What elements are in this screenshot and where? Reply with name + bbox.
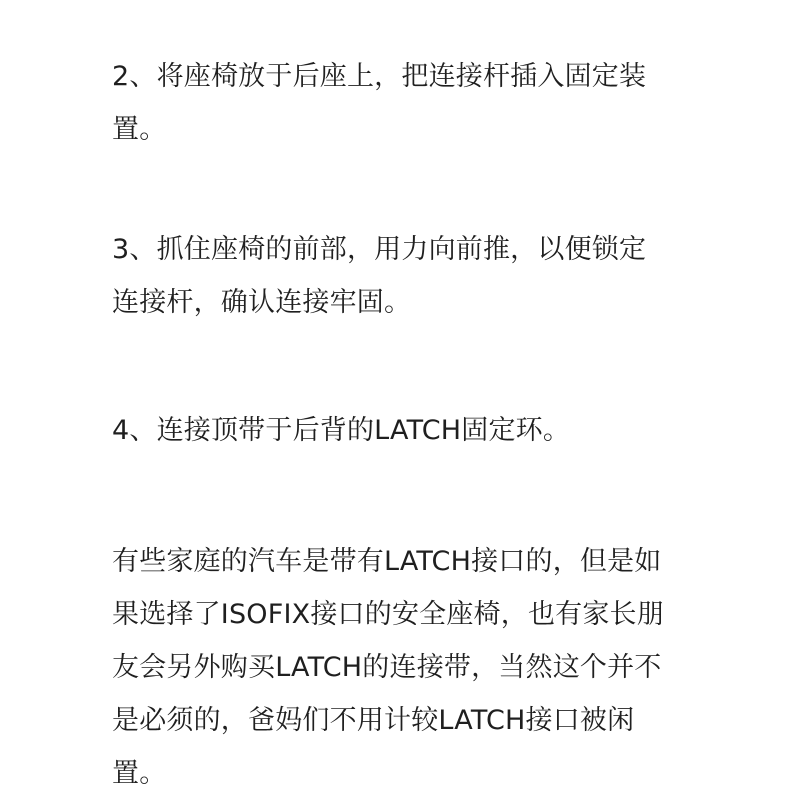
step-2-paragraph (112, 50, 702, 156)
step-3-paragraph (112, 223, 702, 329)
paragraph-line: 2、将座椅放于后座上，把连接杆插入固定装 (112, 61, 647, 92)
paragraph-line: 3、抓住座椅的前部，用力向前推，以便锁定 (112, 234, 647, 265)
paragraph-line: 是必须的，爸妈们不用计较LATCH接口被闲 (112, 705, 635, 736)
paragraph-line: 置。 (112, 758, 167, 789)
step-4-paragraph (112, 404, 702, 457)
paragraph-line: 连接杆，确认连接牢固。 (112, 287, 412, 318)
paragraph-line: 置。 (112, 114, 167, 145)
paragraph-line: 有些家庭的汽车是带有LATCH接口的，但是如 (112, 546, 662, 577)
latch-note-paragraph (112, 535, 702, 800)
paragraph-line: 果选择了ISOFIX接口的安全座椅，也有家长朋 (112, 599, 664, 630)
paragraph-line: 友会另外购买LATCH的连接带，当然这个并不 (112, 652, 662, 683)
paragraph-line: 4、连接顶带于后背的LATCH固定环。 (112, 415, 571, 446)
